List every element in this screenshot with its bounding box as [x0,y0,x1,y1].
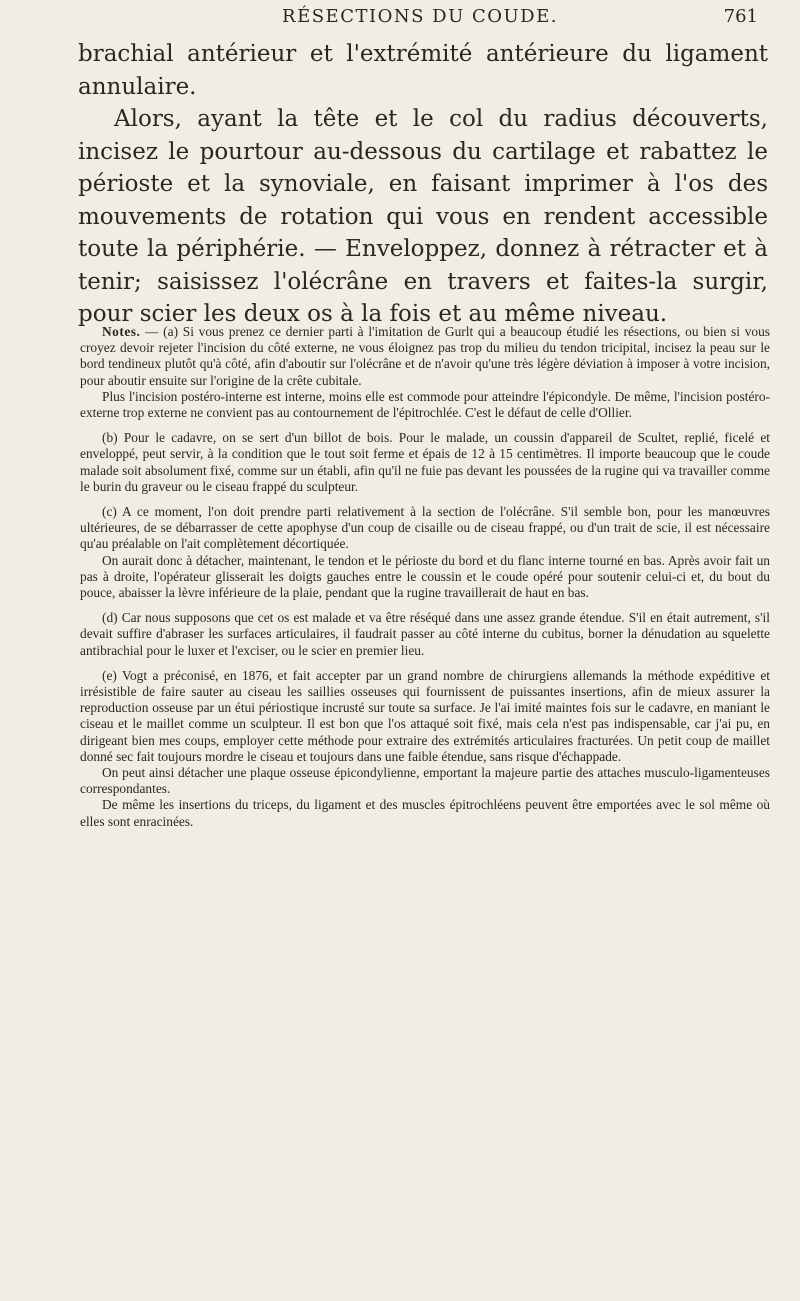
note-c-paragraph: On aurait donc à détacher, maintenant, le tendon et le périoste du bord et du flanc interne tourné en bas. Après avoir fait un pas à droite, l'opérateur glisserait les doigts gauches entre le coussin et le coude opéré pour soutenir celui-ci et, du bout du pouce, abaisser la lèvre inférieure de la plaie, pendant que la rugine travaillerait de haut en bas. [80,552,770,601]
note-e-paragraph: De même les insertions du triceps, du ligament et des muscles épitrochléens peuvent être emportées avec le sol même où elles sont enracinées. [80,797,770,829]
note-e-paragraph: On peut ainsi détacher une plaque osseuse épicondylienne, emportant la majeure partie des attaches musculo-ligamenteuses correspondantes. [80,765,770,797]
note-e-paragraph: (e) Vogt a préconisé, en 1876, et fait accepter par un grand nombre de chirurgiens allemands la méthode expéditive et irrésistible de faire sauter au ciseau les saillies osseuses qui fournissent de puissantes insertions, afin de mieux assurer la reproduction osseuse par un étui périostique incrusté sur toute sa surface. Je l'ai imité maintes fois sur le cadavre, en maniant le ciseau et le maillet comme un sculpteur. Il est bon que l'os attaqué soit fixé, mais cela n'est pas indispensable, car j'ai pu, en dirigeant bien mes coups, employer cette méthode pour extraire des extrémités articulaires fracturées. Un petit coup de maillet donné sec fait toujours mordre le ciseau et toujours dans une faible étendue, sans risque d'échappade. [80,667,770,764]
note-b [80,430,770,495]
note-e [80,668,770,830]
notes-section [80,324,770,839]
page-number: 761 [723,6,758,27]
note-b-paragraph: (b) Pour le cadavre, on se sert d'un billot de bois. Pour le malade, un coussin d'appareil de Scultet, replié, ficelé et enveloppé, peut servir, à la condition que le tout soit ferme et épais de 12 à 15 centimètres. Il importe beaucoup que le coude malade soit absolument fixé, comme sur un établi, afin qu'il ne fuie pas devant les poussées de la rugine qui va travailler comme le burin du graveur ou le ciseau frappé du sculpteur. [80,430,770,494]
notes-heading: Notes. [102,324,141,339]
note-c-paragraph: (c) A ce moment, l'on doit prendre parti relativement à la section de l'olécrâne. S'il semble bon, pour les manœuvres ultérieures, de se débarrasser de cette apophyse d'un coup de cisaille ou de ciseau frappé, ou d'un trait de scie, il est nécessaire qu'au préalable on l'ait complètement décortiquée. [80,504,770,552]
main-text [78,38,768,331]
main-paragraph-continuation: brachial antérieur et l'extrémité antérieure du ligament annulaire. [78,41,768,100]
note-a-paragraph: Plus l'incision postéro-interne est interne, moins elle est commode pour atteindre l'épicondyle. De même, l'incision postéro-externe trop externe ne convient pas au contournement de l'épitrochlée. C'est le défaut de celle d'Ollier. [80,388,770,421]
note-d [80,610,770,659]
note-d-paragraph: (d) Car nous supposons que cet os est malade et va être réséqué dans une assez grande étendue. S'il en était autrement, s'il devait suffire d'abraser les surfaces articulaires, il faudrait passer au côté interne du cubitus, borner la dénudation au squelette antibrachial pour le luxer et l'exciser, ou le scier en premier lieu. [80,610,770,658]
running-head: RÉSECTIONS DU COUDE. [282,6,558,27]
page-header [0,0,800,40]
note-a-paragraph [80,324,770,389]
main-paragraph: Alors, ayant la tête et le col du radius découverts, incisez le pourtour au-dessous du cartilage et rabattez le périoste et la synoviale, en faisant imprimer à l'os des mouvements de rotation qui vous en rendent accessible toute la périphérie. — Enveloppez, donnez à rétracter et à tenir; saisissez l'olécrâne en travers et faites-la surgir, pour scier les deux os à la fois et au même niveau. [78,106,768,327]
note-a-text: — (a) Si vous prenez ce dernier parti à l'imitation de Gurlt qui a beaucoup étudié les résections, ou bien si vous croyez devoir rejeter l'incision du côté externe, ne vous éloignez pas trop du milieu du tendon tricipital, incisez la peau sur le bord tendineux plutôt qu'à côté, afin d'aboutir sur l'olécrâne et de n'avoir qu'une très légère déviation à imposer à votre incision, pour aboutir ensuite sur l'origine de la crête cubitale. [80,324,770,388]
note-a [80,324,770,421]
note-c [80,504,770,601]
